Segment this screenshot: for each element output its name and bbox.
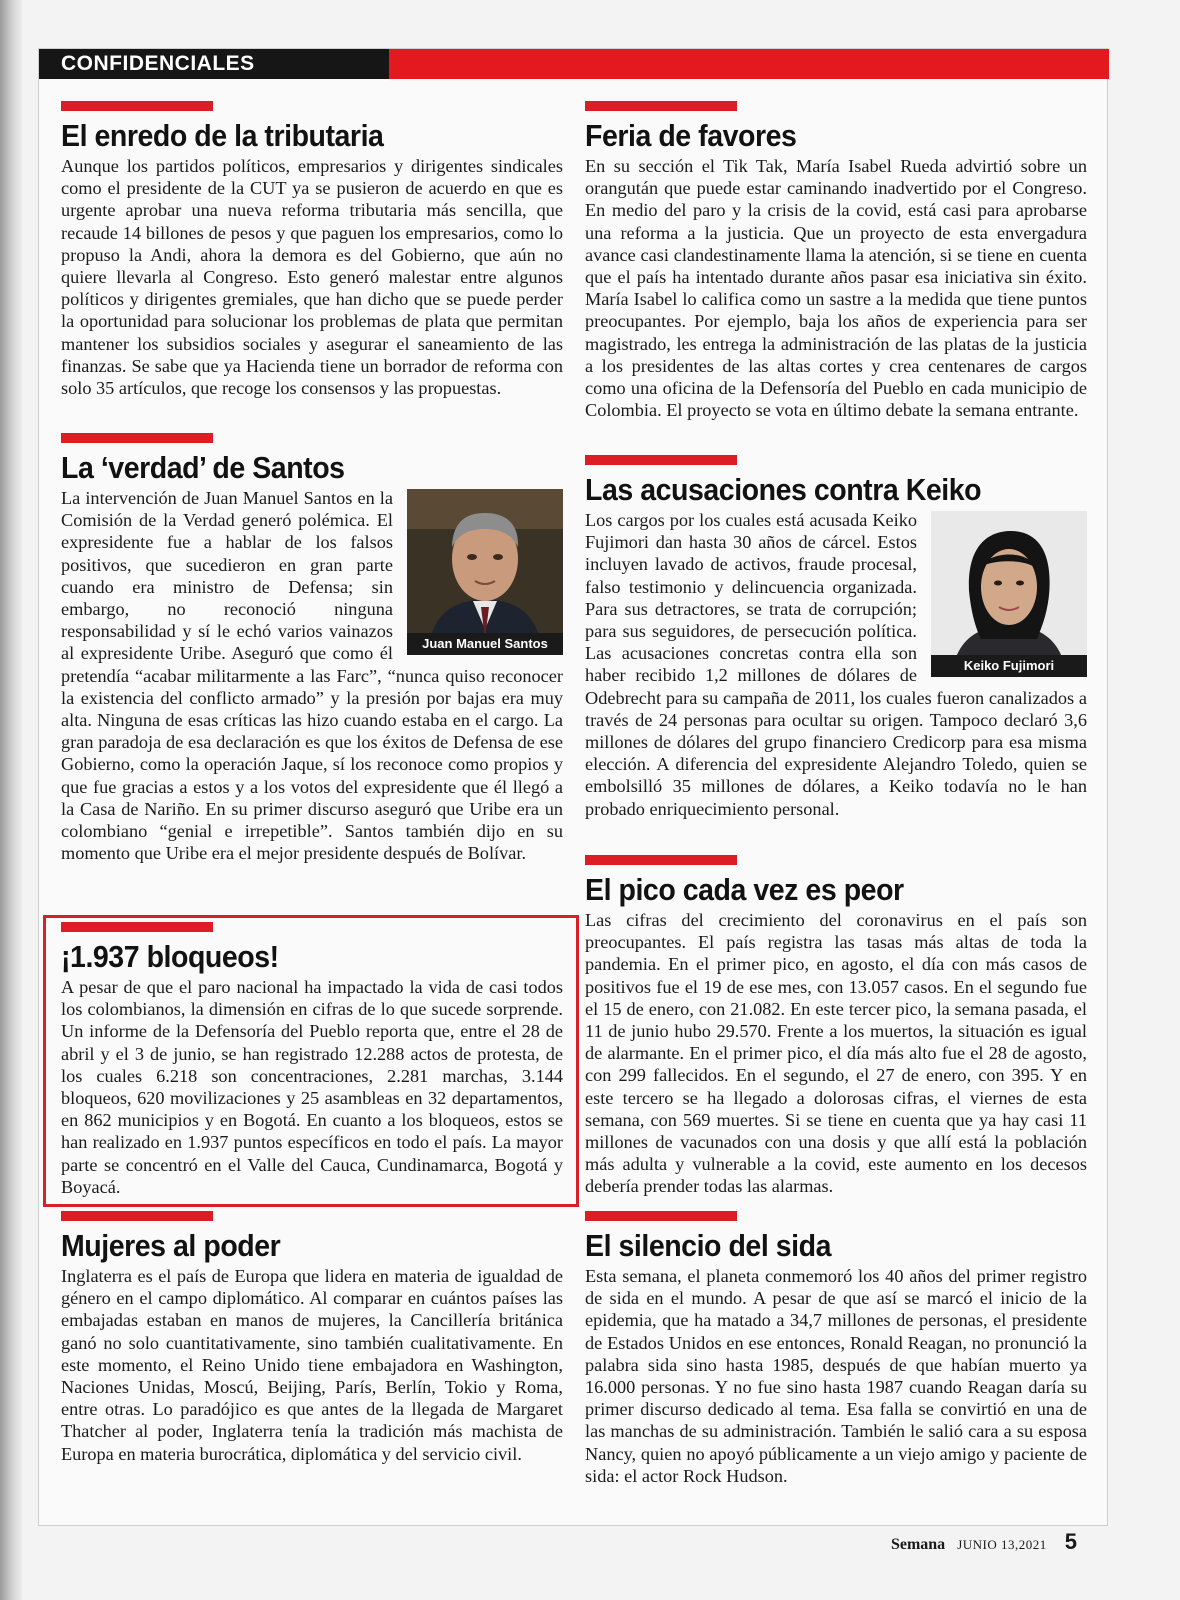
page-spine-shadow — [0, 0, 22, 1600]
article-title: El pico cada vez es peor — [585, 872, 904, 907]
article-body: Inglaterra es el país de Europa que lidera en materia de igualdad de género en el campo diplomático. Al comparar en cuántos países las embajadas estaban en manos de mujeres, la Cancillería británica ganó no solo cuantitativamente, sino también cualitativamente. En este momento, el Reino Unido tiene embajadora en Washington, Naciones Unidas, Moscú, Beijing, París, Berlín, Tokio y Roma, entre otras. Lo paradójico es que antes de la llegada de Margaret Thatcher al poder, Inglaterra tenía la tradición más machista de Europa en materia burocrática, diplomática y del servicio civil. — [61, 1266, 563, 1464]
article-title: El enredo de la tributaria — [61, 118, 384, 153]
portrait-image — [931, 511, 1087, 677]
article-body: Las cifras del crecimiento del coronavirus en el país son preocupantes. El país registra las tasas más altas de toda la pandemia. En el primer pico, en agosto, el día con más casos de positivos fue el 19 de ese mes, con 13.057 casos. En el segundo fue el 15 de enero, con 21.082. En este tercer pico, la semana pasada, el 11 de junio hubo 29.570. Frente a los muertos, la situación es igual de alarmante. En el primer pico, el día más alto fue el 28 de agosto, con 299 fallecidos. En el segundo, el 27 de enero, con 395. Y en este tercero se ha llegado a dolorosas cifras, el viernes de esta semana, con 569 muertes. Si se tiene en cuenta que ya hay casi 11 millones de vacunados con una dosis y que allí está la población más adulta y vulnerable a la covid, este aumento en los decesos debería prender todas las alarmas. — [585, 910, 1087, 1197]
article-title: Las acusaciones contra Keiko — [585, 472, 982, 507]
portrait-image — [407, 489, 563, 655]
article-body-text: La intervención de Juan Manuel Santos en la Comisión de la Verdad generó polémica. El expresidente fue a hablar de los falsos positivos, que sucedieron en gran parte cuando era ministro de Defensa; sin embargo, no reconoció ninguna responsabilidad y sí le echó varios vainazos al expresidente Uribe. Aseguró que como él pretendía “acabar militarmente a las Farc”, “nunca quiso reconocer la existencia del conflicto armado” y la presión por bajas era muy alta. Ninguna de esas críticas las hizo cuando estaba en el cargo. La gran paradoja de esa declaración es que los éxitos de Defensa de ese Gobierno, como la operación Jaque, sí los reconoce como propios y que fue gracias a estos y a los votos del expresidente que él llegó a la Casa de Nariño. En su primer discurso aseguró que Uribe era un colombiano “genial e irrepetible”. Santos también dijo en su momento que Uribe era el mejor presidente después de Bolívar. — [61, 488, 563, 864]
article-bloqueos — [61, 922, 563, 1198]
article-body: En su sección el Tik Tak, María Isabel Rueda advirtió sobre un orangután que puede estar caminando inadvertido por el Congreso. En medio del paro y la crisis de la covid, está casi para aprobarse una reforma a la justicia. Que un proyecto de esta envergadura avance casi clandestinamente llama la atención, si se tiene en cuenta que el país ha intentado durante años pasar esa iniciativa sin éxito. María Isabel lo califica como un sastre a la medida que tiene puntos preocupantes. Por ejemplo, baja los años de experiencia para ser magistrado, les entrega la administración de las platas de la justicia a los presidentes de las altas cortes y crea centenares de cargos como una oficina de la Defensoría del Pueblo en cada municipio de Colombia. El proyecto se vota en último debate la semana entrante. — [585, 156, 1087, 421]
magazine-page — [38, 48, 1108, 1554]
article-sida — [585, 1211, 1087, 1487]
article-rule — [585, 1211, 737, 1221]
photo-caption: Keiko Fujimori — [931, 655, 1087, 677]
article-body: A pesar de que el paro nacional ha impactado la vida de casi todos los colombianos, la dimensión en cifras de lo que sucede sorprende. Un informe de la Defensoría del Pueblo reporta que, entre el 28 de abril y el 3 de junio, se han registrado 12.288 actos de protesta, de los cuales 6.218 son concentraciones, 2.281 marchas, 3.144 bloqueos, 620 movilizaciones y 25 asambleas en 32 departamentos, en 862 municipios y en Bogotá. En cuanto a los bloqueos, estos se han realizado en 1.937 puntos específicos en todo el país. La mayor parte se concentró en el Valle del Cauca, Cundinamarca, Bogotá y Boyacá. — [61, 977, 563, 1197]
issue-date: JUNIO 13,2021 — [957, 1537, 1047, 1552]
santos-photo — [407, 489, 563, 655]
article-rule — [61, 101, 213, 111]
article-title: El silencio del sida — [585, 1228, 831, 1263]
article-rule — [585, 101, 737, 111]
section-label: CONFIDENCIALES — [39, 49, 389, 79]
article-rule — [585, 855, 737, 865]
article-rule — [61, 433, 213, 443]
article-title: Feria de favores — [585, 118, 797, 153]
article-mujeres — [61, 1211, 563, 1465]
photo-caption: Juan Manuel Santos — [407, 633, 563, 655]
section-red-bar — [389, 49, 1109, 79]
article-rule — [585, 455, 737, 465]
magazine-name: Semana — [890, 1536, 946, 1553]
article-tributaria — [61, 101, 563, 399]
article-rule — [61, 922, 213, 932]
keiko-photo — [931, 511, 1087, 677]
page-footer — [891, 1529, 1077, 1555]
article-title: Mujeres al poder — [61, 1228, 281, 1263]
article-body: Esta semana, el planeta conmemoró los 40 años del primer registro de sida en el mundo. A pesar de que así se marcó el inicio de la epidemia, que ha matado a 34,7 millones de personas, el presidente de Estados Unidos en ese entonces, Ronald Reagan, no pronunció la palabra sida sino hasta 1985, después de que habían muerto ya 16.000 personas. Y no fue sino hasta 1987 cuando Reagan daría su primer discurso dedicado al tema. Esa falla se convirtió en una de las manchas de su administración. También le salió cara a su esposa Nancy, quien no apoyó públicamente a un viejo amigo y paciente de sida: el actor Rock Hudson. — [585, 1266, 1087, 1486]
article-body: Aunque los partidos políticos, empresarios y dirigentes sindicales como el presidente de la CUT ya se pusieron de acuerdo en que es urgente aprobar una nueva reforma tributaria más sencilla, que recaude 14 billones de pesos y que paguen los empresarios, como lo propuso la Andi, ahora la demora es del Gobierno, que aún no quiere llevarla al Congreso. Esto generó malestar entre algunos políticos y dirigentes gremiales, que han dicho que se puede perder la oportunidad para solucionar los problemas de plata que permitan mantener los subsidios sociales y asegurar el saneamiento de las finanzas. Se sabe que ya Hacienda tiene un borrador de reforma con solo 35 artículos, que recoge los consensos y las propuestas. — [61, 156, 563, 399]
section-header — [39, 49, 1109, 79]
article-favores — [585, 101, 1087, 421]
article-keiko — [585, 455, 1087, 820]
article-body — [61, 487, 563, 864]
article-title: La ‘verdad’ de Santos — [61, 450, 345, 485]
article-pico — [585, 855, 1087, 1198]
article-santos — [61, 433, 563, 864]
article-rule — [61, 1211, 213, 1221]
page-number: 5 — [1064, 1529, 1077, 1554]
article-body-text: Los cargos por los cuales está acusada Keiko Fujimori dan hasta 30 años de cárcel. Estos incluyen lavado de activos, fraude procesal, falso testimonio y delincuencia organizada. Para sus detractores, se trata de corrupción; para sus seguidores, de persecución política. Las acusaciones concretas contra ella son haber recibido 1,2 millones de dólares de Odebrecht para su campaña de 2011, los cuales fueron canalizados a través de 24 personas para ocultar su origen. Tampoco declaró 3,6 millones de dólares del grupo financiero Credicorp para esa misma elección. A diferencia del expresidente Alejandro Toledo, quien se embolsilló 35 millones de dólares, a Keiko todavía no le han probado enriquecimiento personal. — [585, 510, 1087, 819]
article-title: ¡1.937 bloqueos! — [61, 939, 279, 974]
article-body — [585, 509, 1087, 820]
